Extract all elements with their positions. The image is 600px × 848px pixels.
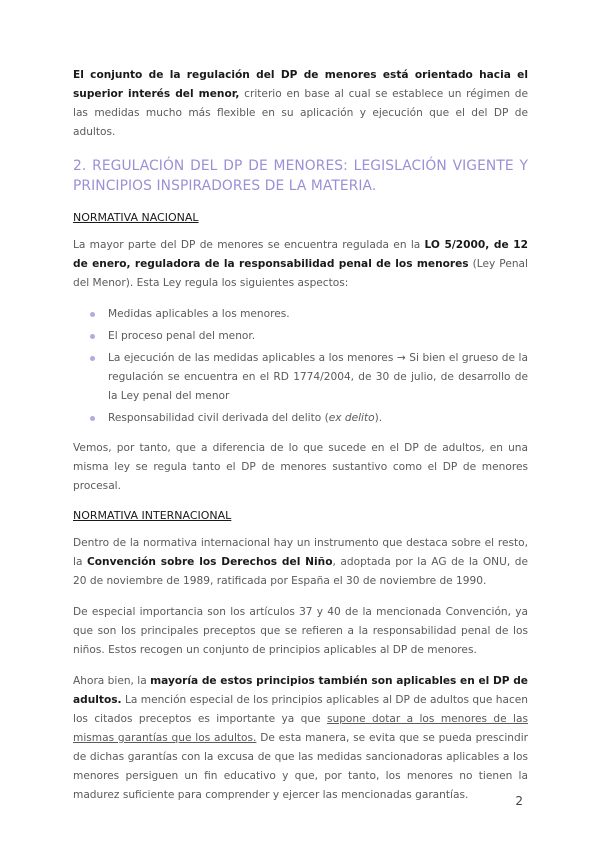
int-p3-text-3: De esta manera, se evita que se pueda prescindir de dichas garantías con la excusa de que las medidas sancionadoras aplicables a los menores persiguen un fin educativo y que, por tanto, los menores no tienen la madurez suficiente para comprender y ejercer las mencionadas garantías. bbox=[73, 732, 529, 801]
nacional-paragraph bbox=[73, 236, 528, 293]
intro-text: criterio en base al cual se establece un régimen de las medidas mucho más flexible en su aplicación y ejecución que el del DP de adultos. bbox=[73, 88, 529, 138]
nacional-text-1: La mayor parte del DP de menores se encuentra regulada en la bbox=[73, 239, 425, 251]
internacional-paragraph-3 bbox=[73, 672, 528, 805]
int-p3-text-1: Ahora bien, la bbox=[73, 675, 151, 687]
page-number: 2 bbox=[515, 794, 523, 808]
internacional-paragraph-1 bbox=[73, 534, 528, 591]
aspects-list bbox=[73, 305, 528, 428]
list-item: La ejecución de las medidas aplicables a los menores → Si bien el grueso de la regulación se encuentra en el RD 1774/2004, de 30 de julio, de desarrollo de la Ley penal del menor bbox=[73, 349, 528, 406]
nacional-title: NORMATIVA NACIONAL bbox=[73, 211, 199, 224]
nacional-bold: LO 5/2000, de 12 de enero, reguladora de la responsabilidad penal de los menores bbox=[73, 239, 528, 270]
section-heading: 2. REGULACIÓN DEL DP DE MENORES: LEGISLACIÓN VIGENTE Y PRINCIPIOS INSPIRADORES DE LA MATERIA. bbox=[73, 158, 528, 194]
nacional-text-2: (Ley Penal del Menor). Esta Ley regula los siguientes aspectos: bbox=[73, 258, 528, 289]
int-p1-text-2: , adoptada por la AG de la ONU, de 20 de noviembre de 1989, ratificada por España el 30 de noviembre de 1990. bbox=[73, 556, 528, 587]
internacional-paragraph-2: De especial importancia son los artículos 37 y 40 de la mencionada Convención, ya que son los principales preceptos que se refieren a la responsabilidad penal de los niños. Estos recogen un conjunto de principios aplicables al DP de menores. bbox=[73, 606, 528, 656]
int-p3-bold: mayoría de estos principios también son aplicables en el DP de adultos. bbox=[73, 675, 528, 706]
item4-text-2: ). bbox=[374, 412, 383, 424]
list-item: El proceso penal del menor. bbox=[73, 327, 528, 346]
int-p1-bold: Convención sobre los Derechos del Niño bbox=[86, 556, 333, 568]
intro-paragraph bbox=[73, 66, 528, 142]
internacional-title: NORMATIVA INTERNACIONAL bbox=[73, 509, 232, 522]
page-content bbox=[73, 66, 528, 805]
list-item: Medidas aplicables a los menores. bbox=[73, 305, 528, 324]
item4-italic: ex delito bbox=[328, 412, 375, 424]
int-p3-text-2: La mención especial de los principios aplicables al DP de adultos que hacen los citados preceptos es importante ya que bbox=[73, 694, 528, 725]
intro-bold: El conjunto de la regulación del DP de menores está orientado hacia el superior interés del menor, bbox=[73, 69, 528, 100]
int-p3-underline: supone dotar a los menores de las mismas garantías que los adultos. bbox=[73, 713, 528, 744]
list-item bbox=[73, 409, 528, 428]
int-p1-text-1: Dentro de la normativa internacional hay un instrumento que destaca sobre el resto, la bbox=[73, 537, 528, 568]
nacional-conclusion: Vemos, por tanto, que a diferencia de lo que sucede en el DP de adultos, en una misma ley se regula tanto el DP de menores sustantivo como el DP de menores procesal. bbox=[73, 442, 528, 492]
item4-text-1: Responsabilidad civil derivada del delito ( bbox=[108, 412, 329, 424]
